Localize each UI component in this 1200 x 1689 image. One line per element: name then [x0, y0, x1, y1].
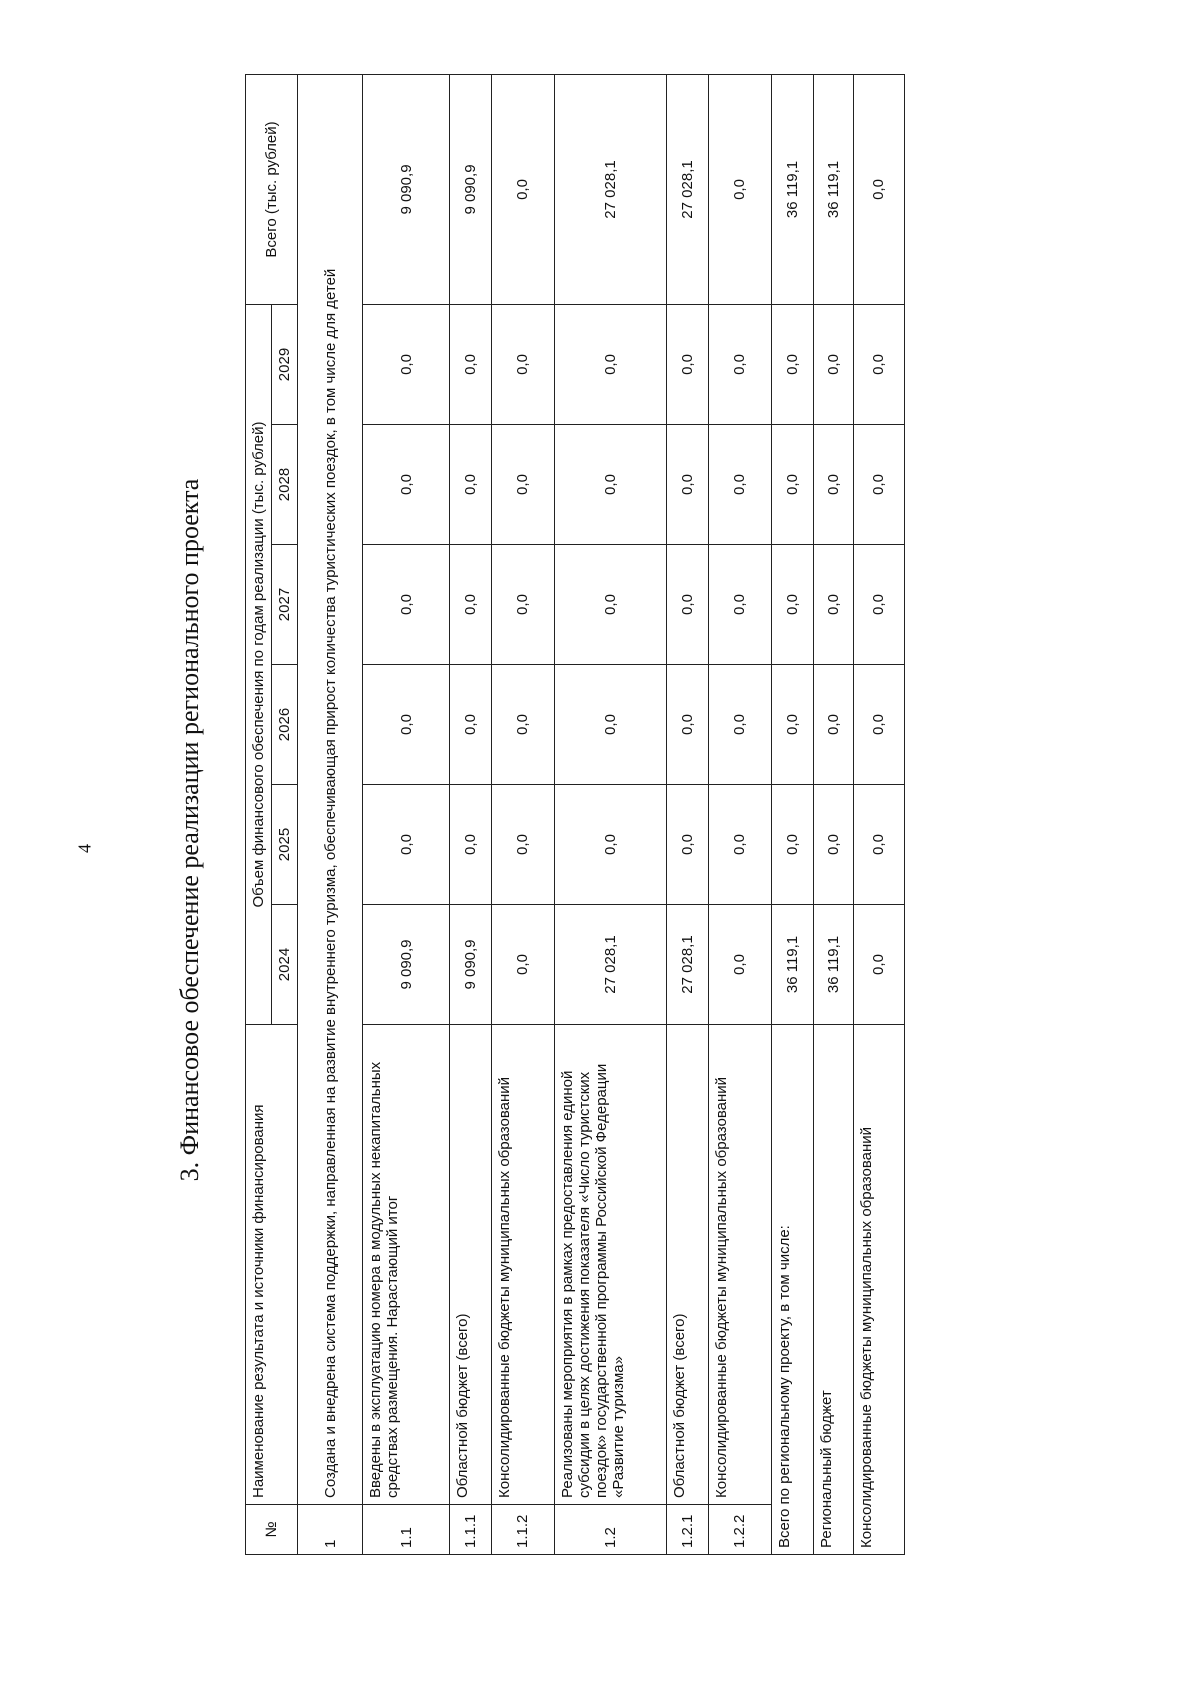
cell-2028: 0,0	[491, 425, 554, 545]
total-name: Консолидированные бюджеты муниципальных образований	[853, 1025, 904, 1555]
cell-2024: 27 028,1	[554, 905, 666, 1025]
cell-2027: 0,0	[708, 545, 771, 665]
cell-2027: 0,0	[771, 545, 813, 665]
cell-2029: 0,0	[554, 304, 666, 424]
cell-2028: 0,0	[771, 425, 813, 545]
cell-2028: 0,0	[554, 425, 666, 545]
cell-total: 0,0	[853, 74, 904, 304]
header-year: 2025	[272, 785, 298, 905]
cell-2027: 0,0	[491, 545, 554, 665]
cell-2027: 0,0	[853, 545, 904, 665]
cell-2027: 0,0	[666, 545, 708, 665]
table-row	[666, 74, 708, 1554]
section-text: Создана и внедрена система поддержки, направленная на развитие внутреннего туризма, обеспечивающая прирост количества туристических поездок, в том числе для детей	[298, 74, 363, 1504]
row-name: Введены в эксплуатацию номера в модульных некапитальных средствах размещения. Нарастающий итог	[363, 1025, 449, 1505]
cell-2025: 0,0	[554, 785, 666, 905]
cell-2029: 0,0	[771, 304, 813, 424]
total-row	[853, 74, 904, 1554]
cell-2026: 0,0	[491, 665, 554, 785]
cell-2024: 9 090,9	[449, 905, 491, 1025]
cell-2024: 0,0	[853, 905, 904, 1025]
cell-2028: 0,0	[666, 425, 708, 545]
row-number: 1.2.1	[666, 1505, 708, 1555]
cell-2025: 0,0	[813, 785, 853, 905]
cell-2029: 0,0	[853, 304, 904, 424]
cell-2029: 0,0	[708, 304, 771, 424]
row-number: 1.2.2	[708, 1505, 771, 1555]
cell-2024: 36 119,1	[813, 905, 853, 1025]
row-number: 1.1.2	[491, 1505, 554, 1555]
cell-2025: 0,0	[771, 785, 813, 905]
cell-2024: 0,0	[708, 905, 771, 1025]
row-number: 1.1.1	[449, 1505, 491, 1555]
cell-2025: 0,0	[449, 785, 491, 905]
cell-2025: 0,0	[491, 785, 554, 905]
table-row	[491, 74, 554, 1554]
row-name: Реализованы мероприятия в рамках предоставления единой субсидии в целях достижения показателя «Число туристских поездок» государственной программы Российской Федерации «Развитие туризма»	[554, 1025, 666, 1505]
cell-2026: 0,0	[363, 665, 449, 785]
cell-2024: 36 119,1	[771, 905, 813, 1025]
row-name: Областной бюджет (всего)	[666, 1025, 708, 1505]
cell-2028: 0,0	[708, 425, 771, 545]
cell-total: 9 090,9	[363, 74, 449, 304]
cell-2029: 0,0	[666, 304, 708, 424]
cell-2026: 0,0	[449, 665, 491, 785]
table-row	[363, 74, 449, 1554]
page-number: 4	[74, 844, 95, 853]
header-volume: Объем финансового обеспечения по годам реализации (тыс. рублей)	[246, 304, 272, 1024]
cell-total: 36 119,1	[771, 74, 813, 304]
header-name: Наименование результата и источники финансирования	[246, 1025, 298, 1505]
row-number: 1.1	[363, 1505, 449, 1555]
table-row	[449, 74, 491, 1554]
cell-2025: 0,0	[708, 785, 771, 905]
cell-total: 27 028,1	[554, 74, 666, 304]
table-row	[708, 74, 771, 1554]
row-name: Консолидированные бюджеты муниципальных образований	[491, 1025, 554, 1505]
cell-2026: 0,0	[813, 665, 853, 785]
cell-2025: 0,0	[666, 785, 708, 905]
header-year: 2027	[272, 545, 298, 665]
table-row	[554, 74, 666, 1554]
cell-2029: 0,0	[449, 304, 491, 424]
cell-2028: 0,0	[813, 425, 853, 545]
cell-2025: 0,0	[853, 785, 904, 905]
cell-2025: 0,0	[363, 785, 449, 905]
cell-total: 0,0	[708, 74, 771, 304]
cell-2024: 27 028,1	[666, 905, 708, 1025]
financing-table	[245, 74, 905, 1555]
cell-2028: 0,0	[449, 425, 491, 545]
cell-2027: 0,0	[813, 545, 853, 665]
row-name: Консолидированные бюджеты муниципальных образований	[708, 1025, 771, 1505]
header-year: 2026	[272, 665, 298, 785]
cell-2027: 0,0	[363, 545, 449, 665]
cell-2024: 0,0	[491, 905, 554, 1025]
cell-2029: 0,0	[813, 304, 853, 424]
cell-total: 9 090,9	[449, 74, 491, 304]
cell-2028: 0,0	[853, 425, 904, 545]
header-total: Всего (тыс. рублей)	[246, 74, 298, 304]
total-name: Всего по региональному проекту, в том числе:	[771, 1025, 813, 1555]
cell-2026: 0,0	[708, 665, 771, 785]
cell-total: 27 028,1	[666, 74, 708, 304]
header-year: 2024	[272, 905, 298, 1025]
cell-total: 36 119,1	[813, 74, 853, 304]
header-year: 2028	[272, 425, 298, 545]
cell-2027: 0,0	[554, 545, 666, 665]
cell-2029: 0,0	[491, 304, 554, 424]
cell-2026: 0,0	[554, 665, 666, 785]
cell-2026: 0,0	[666, 665, 708, 785]
header-no: №	[246, 1505, 298, 1555]
cell-total: 0,0	[491, 74, 554, 304]
page-title: 3. Финансовое обеспечение реализации регионального проекта	[175, 478, 204, 1182]
header-year: 2029	[272, 304, 298, 424]
total-row	[771, 74, 813, 1554]
cell-2024: 9 090,9	[363, 905, 449, 1025]
rotated-table-wrapper	[245, 75, 905, 1555]
cell-2028: 0,0	[363, 425, 449, 545]
cell-2026: 0,0	[853, 665, 904, 785]
cell-2027: 0,0	[449, 545, 491, 665]
row-number: 1.2	[554, 1505, 666, 1555]
cell-2029: 0,0	[363, 304, 449, 424]
row-number: 1	[298, 1505, 363, 1555]
total-name: Региональный бюджет	[813, 1025, 853, 1555]
section-row	[298, 74, 363, 1554]
cell-2026: 0,0	[771, 665, 813, 785]
total-row	[813, 74, 853, 1554]
row-name: Областной бюджет (всего)	[449, 1025, 491, 1505]
